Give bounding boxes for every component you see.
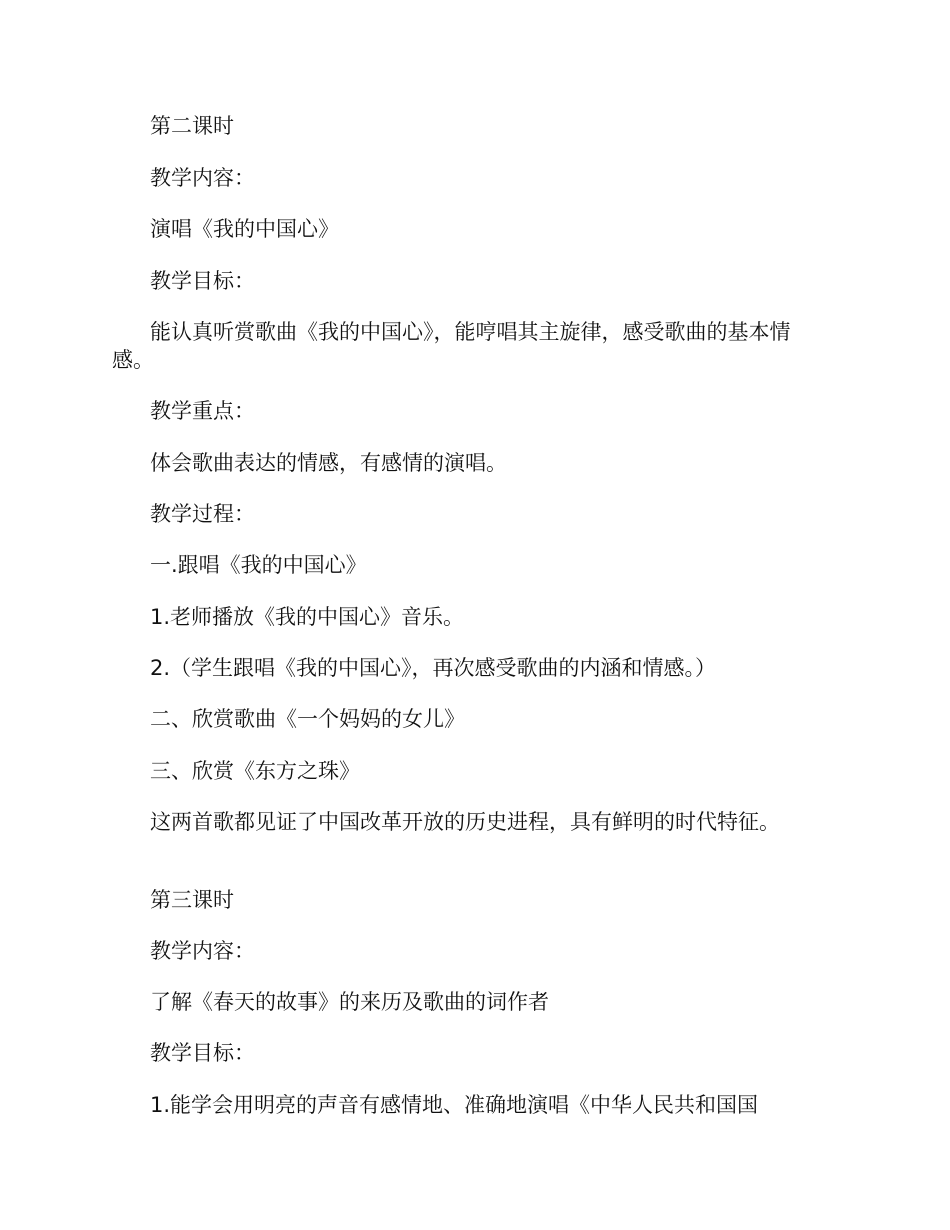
paragraph: 演唱《我的中国心》 [150, 217, 339, 241]
lesson-heading: 第二课时 [150, 114, 234, 138]
section-label: 教学目标： [150, 269, 255, 293]
paragraph: 三、欣赏《东方之珠》 [150, 759, 360, 783]
section-label: 教学内容： [150, 939, 255, 963]
paragraph: 1.老师播放《我的中国心》音乐。 [150, 605, 465, 629]
lesson-heading: 第三课时 [150, 888, 234, 912]
paragraph: 了解《春天的故事》的来历及歌曲的词作者 [150, 990, 549, 1014]
paragraph: 一.跟唱《我的中国心》 [150, 553, 367, 577]
section-label: 教学过程： [150, 502, 255, 526]
section-label: 教学目标： [150, 1041, 255, 1065]
paragraph: 2.（学生跟唱《我的中国心》，再次感受歌曲的内涵和情感。） [150, 656, 717, 680]
paragraph: 1.能学会用明亮的声音有感情地、准确地演唱《中华人民共和国国 [150, 1093, 759, 1117]
section-label: 教学内容： [150, 166, 255, 190]
paragraph: 体会歌曲表达的情感，有感情的演唱。 [150, 451, 507, 475]
paragraph: 二、欣赏歌曲《一个妈妈的女儿》 [150, 707, 465, 731]
section-label: 教学重点： [150, 399, 255, 423]
paragraph: 这两首歌都见证了中国改革开放的历史进程，具有鲜明的时代特征。 [150, 810, 780, 834]
paragraph: 能认真听赏歌曲《我的中国心》，能哼唱其主旋律，感受歌曲的基本情感。 [112, 320, 791, 372]
